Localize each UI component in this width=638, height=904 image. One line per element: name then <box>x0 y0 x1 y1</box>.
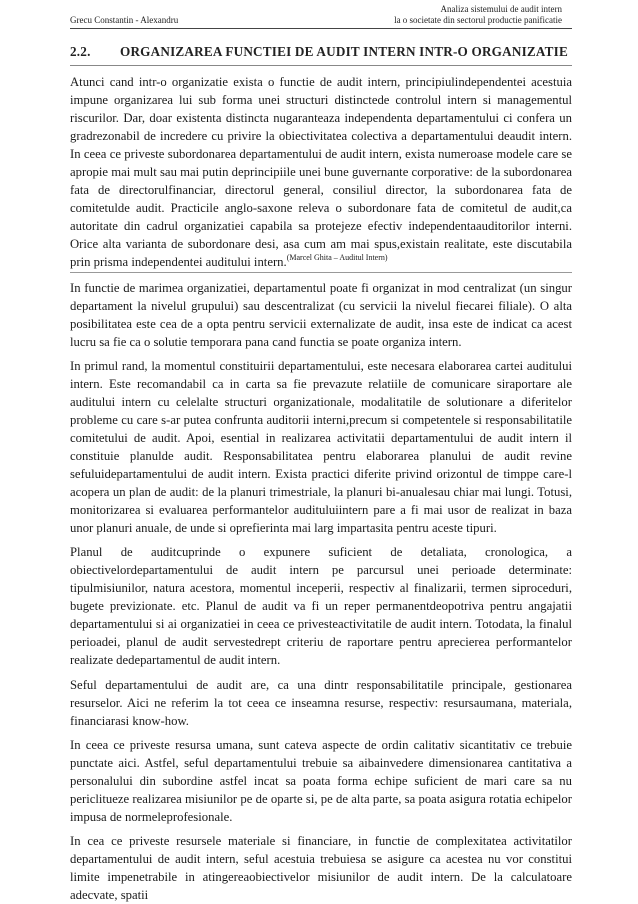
paragraph-5: Seful departamentului de audit are, ca una dintr responsabilitatile principale, gestionarea resurselor. Aici ne referim la tot ceea ce inseamna resurse, respectiv: resursaumana, materiala, financiarasi know-how. <box>70 677 572 728</box>
header-divider <box>70 28 572 29</box>
paragraph-1-text: Atunci cand intr-o organizatie exista o functie de audit intern, principiulindependentei acestuia impune organizarea lui sub forma unei structuri distinctede controlul intern si managementul riscurilor. Dar, doar existenta distincta nugaranteaza independenta departamentului ci confera un gradrezonabil de incredere cu privire la obiectivitatea colectiva a departamentului deaudit intern. In ceea ce priveste subordonarea departamentului de audit intern, exista numeroase modele care se apropie mai mult sau mai putin deprincipiile unei bune guvernante corporative: de la subordonarea fata de directorulfinanciar, directorul general, consiliul director, la subordonarea fata de comitetulde audit. Practicile anglo-saxone releva o subordonare fata de comitetul de audit,ca autoritate din cadrul organizatiei capabila sa protejeze efectiv independentaauditorilor interni. Orice alta varianta de subordonare desi, asa cum am mai spus,existain realitate, este discutabila prin prisma independentei auditului intern. <box>70 75 572 270</box>
heading-divider <box>70 65 572 66</box>
document-body <box>70 73 572 904</box>
header-author: Grecu Constantin - Alexandru <box>70 15 179 25</box>
paragraph-3: In primul rand, la momentul constituirii departamentului, este necesara elaborarea cartei auditului intern. Este recomandabil ca in carta sa fie prevazute relatiile de comunicare siraportare ale auditului intern cu celelalte structuri organizationale, modalitatile de solutionare a diferitelor probleme cu care s-ar putea confrunta auditorii interni,precum si competentele si responsabilitatile comitetului de audit. Apoi, esential in realizarea activitatii departamentului de audit intern il constituie planulde audit. Responsabilitatea pentru elaborarea planului de audit revine sefuluidepartamentului de audit intern. Exista practici diferite privind orizontul de timppe care-l acopera un plan de audit: de la planuri trimestriale, la planuri bi-anualesau chiar mai lungi. Totusi, monitorizarea si evaluarea performantelor audituluiintern pare a fi mai usor de realizat in baza unor planuri anuale, de unde si oprefierinta mai larg impartasita pentru aceste tipuri. <box>70 358 572 536</box>
paragraph-1 <box>70 73 572 272</box>
paragraph-2: In functie de marimea organizatiei, departamentul poate fi organizat in mod centralizat (un singur departament la nivelul grupului) sau descentralizat (cu servicii la nivelul fiecarei filiale). O alta posibilitatea este cea de a opta pentru servicii externalizate de audit, insa este de indicat ca acest lucru sa fie ca o solutie temporara pana cand functia se poate organiza intern. <box>70 280 572 349</box>
running-header-title <box>394 4 562 26</box>
paragraph-6: In ceea ce priveste resursa umana, sunt cateva aspecte de ordin calitativ sicantitativ ce trebuie punctate aici. Astfel, seful departamentului trebuie sa aibainvedere dimensionarea cantitativa a personalului din subordine astfel incat sa poata forma echipe suficient de mari care sa nu periclitueze realizarea misiunilor pe de oparte si, pe de alta parte, sa poata asigura rotatia echipelor impusa de normeleprofesionale. <box>70 737 572 824</box>
header-title-line-2: la o societate din sectorul productie panificatie <box>394 15 562 25</box>
section-title: ORGANIZAREA FUNCTIEI DE AUDIT INTERN INTR-O ORGANIZATIE <box>120 44 568 59</box>
paragraph-4: Planul de auditcuprinde o expunere suficient de detaliata, cronologica, a obiectivelordepartamentului de audit intern pe parcursul unei perioade determinate: tipulmisiunilor, natura acestora, momentul inceperii, respectiv al finalizarii, termen siproceduri, bugete previzionate. etc. Planul de audit va fi un reper permanentdeopotriva pentru angajatii departamentului si ai organizatiei in ceea ce privesteactivitatile de audit intern. Totodata, la finalul perioadei, planul de audit servestedrept criteriu de raportare pentru aprecierea performantelor realizate dedepartamentul de audit intern. <box>70 545 572 668</box>
paragraph-1-citation: (Marcel Ghita – Auditul Intern) <box>286 253 388 263</box>
section-heading <box>70 44 572 60</box>
section-number: 2.2. <box>70 44 91 59</box>
header-title-line-1: Analiza sistemului de audit intern <box>440 4 562 14</box>
paragraph-7: In cea ce priveste resursele materiale si financiare, in functie de complexitatea activitatilor departamentului de audit intern, seful acestuia trebuiesa se asigure ca acestea nu vor constitui limite impenetrabile in atingereaobiectivelor misiunilor de audit intern. De la calculatoare adecvate, spatii <box>70 833 572 903</box>
